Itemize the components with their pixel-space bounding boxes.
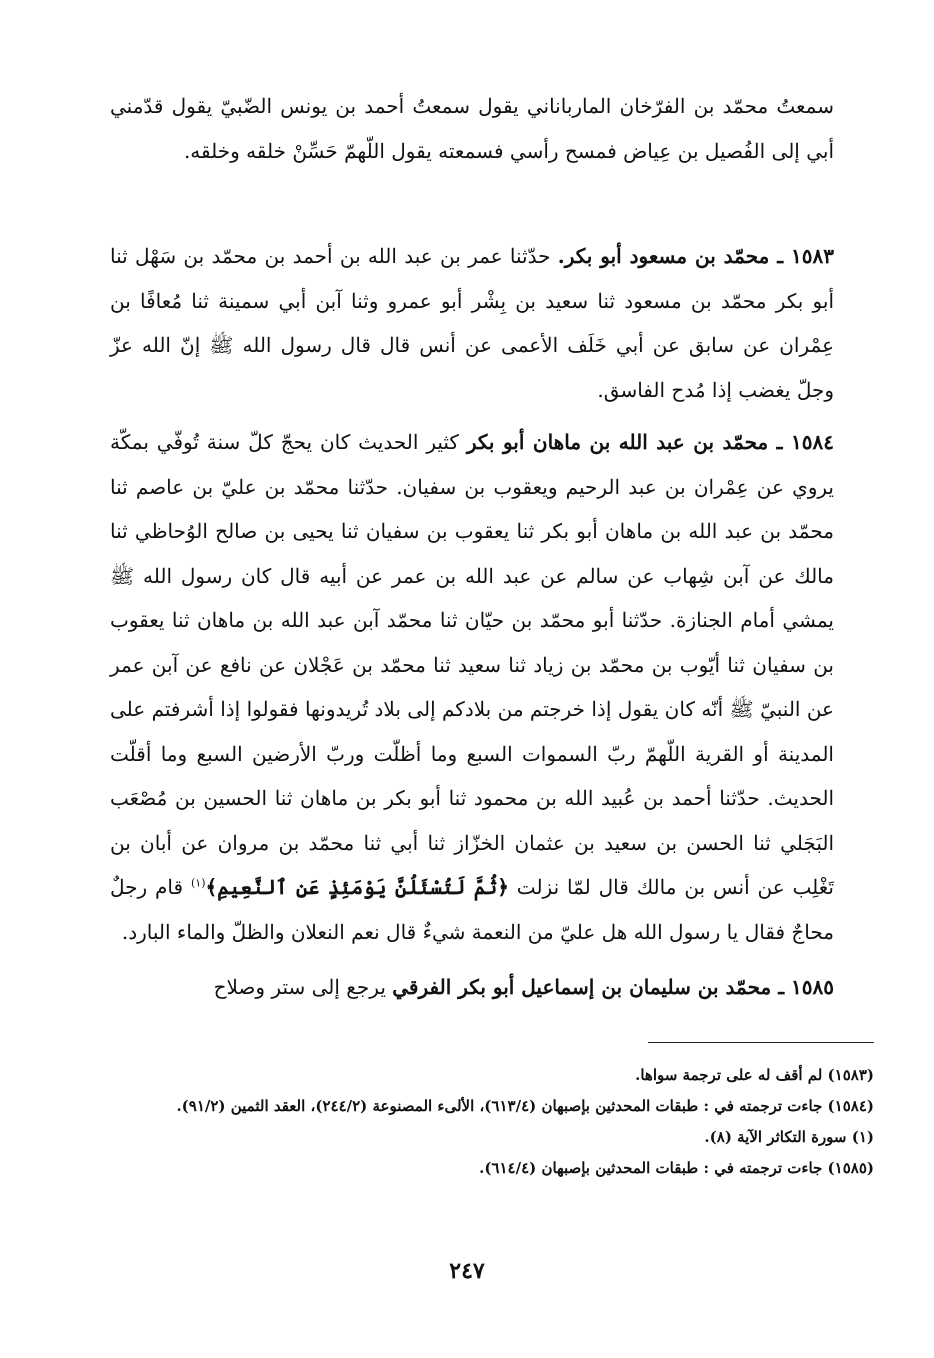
footnotes-section: [114, 1060, 874, 1184]
entry-text: يرجع إلى ستر وصلاح: [213, 975, 393, 999]
footnote-1584: (١٥٨٤) جاءت ترجمته في : طبقات المحدثين بإصبهان (٦١٣/٤)، الألىء المصنوعة (٢٤٤/٢)، العقد الثمين (٩١/٢).: [176, 1097, 874, 1115]
entry-name: محمّد بن مسعود أبو بكر.: [557, 244, 770, 268]
entry-text: حدّثنا عمر بن عبد الله بن أحمد بن محمّد بن سَهْل ثنا أبو بكر محمّد بن مسعود ثنا سعيد بن بِشْر أبو عمرو وثنا آبن أبي سمينة ثنا مُعافًا بن عِمْران عن سابق عن أبي خَلَف الأعمى عن أنس قال قال رسول الله ﷺ إنّ الله عزّ وجلّ يغضب إذا مُدح الفاسق.: [110, 244, 834, 402]
footnote-1585: (١٥٨٥) جاءت ترجمته في : طبقات المحدثين بإصبهان (٦١٤/٤).: [479, 1159, 874, 1177]
entry-name: محمّد بن عبد الله بن ماهان أبو بكر: [466, 430, 769, 454]
footnote-1583: (١٥٨٣) لم أقف له على ترجمة سواها.: [635, 1066, 874, 1084]
entry-dash: ـ: [768, 430, 792, 454]
entry-number: ١٥٨٣: [791, 244, 834, 268]
footnote-reference: (١): [190, 876, 206, 890]
footnote-quran: (١) سورة التكاثر الآية (٨).: [704, 1128, 874, 1146]
entry-text-before-quran: كثير الحديث كان يحجّ كلّ سنة تُوفّي بمكّة يروي عن عِمْران بن عبد الرحيم ويعقوب بن سفيان. حدّثنا محمّد بن عليّ بن عاصم ثنا محمّد بن عبد الله بن ماهان أبو بكر ثنا يعقوب بن سفيان ثنا يحيى بن صالح الوُحاظي ثنا مالك عن آبن شِهاب عن سالم عن عبد الله بن عمر عن أبيه قال كان رسول الله ﷺ يمشي أمام الجنازة. حدّثنا أبو محمّد بن حيّان ثنا محمّد آبن عبد الله بن ماهان ثنا يعقوب بن سفيان ثنا أيّوب بن محمّد بن زياد ثنا سعيد ثنا محمّد بن عَجْلان عن نافع عن آبن عمر عن النبيّ ﷺ أنّه كان يقول إذا خرجتم من بلادكم إلى بلاد تُريدونها فقولوا إذا أشرفتم على المدينة أو القرية اللّهمّ ربّ السموات السبع وما أظلّت وربّ الأرضين السبع وما أقلّت الحديث. حدّثنا أحمد بن عُبيد الله بن محمود ثنا أبو بكر بن ماهان ثنا الحسين بن مُصْعَب البَجَلي ثنا الحسن بن سعيد بن عثمان الخزّاز ثنا أبي ثنا محمّد بن مروان عن أبان بن تَغْلِب عن أنس بن مالك قال لمّا نزلت: [110, 430, 835, 899]
entry-1585: [110, 965, 834, 1010]
quran-verse: ﴿ثُمَّ لَتُسْئَلُنَّ يَوْمَئِذٍ عَنِ ٱلنَّعِيمِ﴾: [205, 875, 509, 899]
entry-dash: ـ: [771, 975, 792, 999]
entry-dash: ـ: [769, 244, 792, 268]
footnote-divider: [648, 1042, 874, 1043]
entry-text-after-quran: قام رجلٌ محاجٌ فقال يا رسول الله هل عليّ من النعمة شيءٌ قال نعم النعلان والظلّ والماء البارد.: [110, 875, 834, 944]
entry-1584: [110, 420, 834, 954]
intro-text: سمعتُ محمّد بن الفرّخان المارباناني يقول سمعتُ أحمد بن يونس الضّبيّ يقول قدّمني أبي إلى الفُصيل بن عِياض فمسح رأسي فسمعته يقول اللّهمّ حَسِّنْ خلقه وخلقه.: [110, 94, 834, 163]
entry-number: ١٥٨٤: [791, 430, 834, 454]
page-number: ٢٤٧: [449, 1258, 485, 1284]
entry-1583: [110, 234, 834, 412]
intro-paragraph: [110, 84, 834, 173]
entry-number: ١٥٨٥: [791, 975, 834, 999]
entry-name: محمّد بن سليمان بن إسماعيل أبو بكر الفرقي: [392, 975, 772, 999]
